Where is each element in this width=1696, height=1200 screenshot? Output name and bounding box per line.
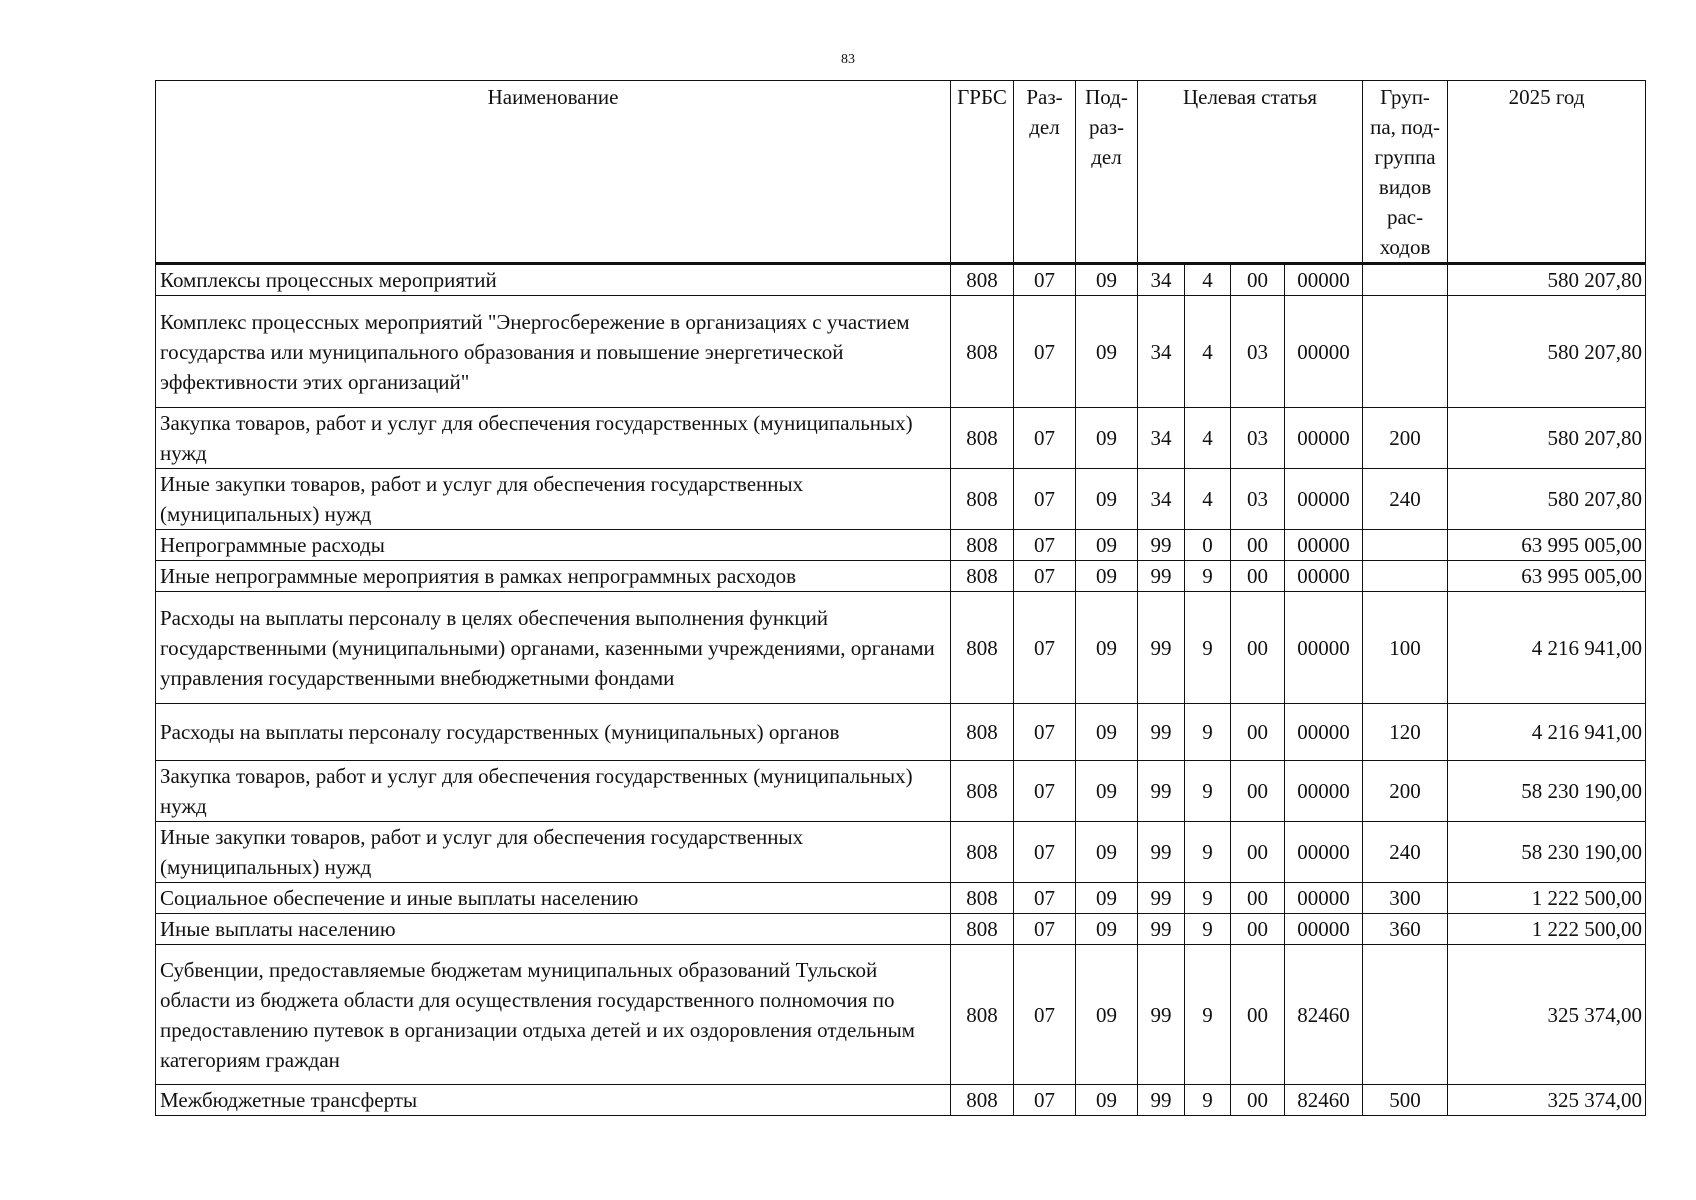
page-number: 83 bbox=[841, 52, 855, 67]
target-subprogram-cell: 00 bbox=[1231, 592, 1285, 704]
table-row bbox=[156, 264, 1646, 296]
razdel-cell: 07 bbox=[1014, 592, 1076, 704]
razdel-cell: 07 bbox=[1014, 296, 1076, 408]
row-name-cell: Социальное обеспечение и иные выплаты населению bbox=[156, 883, 951, 914]
target-type-cell: 4 bbox=[1185, 408, 1231, 469]
sum-2025-cell: 1 222 500,00 bbox=[1448, 914, 1646, 945]
header-name: Наименование bbox=[156, 81, 951, 264]
grbs-cell: 808 bbox=[951, 822, 1014, 883]
target-direction-cell: 00000 bbox=[1285, 296, 1363, 408]
grbs-cell: 808 bbox=[951, 264, 1014, 296]
podrazdel-cell: 09 bbox=[1076, 945, 1138, 1085]
sum-2025-cell: 325 374,00 bbox=[1448, 1085, 1646, 1116]
podrazdel-cell: 09 bbox=[1076, 1085, 1138, 1116]
table-row bbox=[156, 761, 1646, 822]
target-subprogram-cell: 00 bbox=[1231, 914, 1285, 945]
target-program-cell: 99 bbox=[1138, 914, 1185, 945]
target-subprogram-cell: 00 bbox=[1231, 561, 1285, 592]
table-row bbox=[156, 561, 1646, 592]
expense-group-cell bbox=[1363, 945, 1448, 1085]
target-direction-cell: 00000 bbox=[1285, 883, 1363, 914]
razdel-cell: 07 bbox=[1014, 408, 1076, 469]
row-name-cell: Иные непрограммные мероприятия в рамках непрограммных расходов bbox=[156, 561, 951, 592]
table-row bbox=[156, 822, 1646, 883]
target-subprogram-cell: 00 bbox=[1231, 822, 1285, 883]
target-type-cell: 9 bbox=[1185, 592, 1231, 704]
razdel-cell: 07 bbox=[1014, 1085, 1076, 1116]
grbs-cell: 808 bbox=[951, 704, 1014, 761]
target-program-cell: 34 bbox=[1138, 469, 1185, 530]
podrazdel-cell: 09 bbox=[1076, 761, 1138, 822]
target-direction-cell: 00000 bbox=[1285, 761, 1363, 822]
row-name-cell: Расходы на выплаты персоналу в целях обеспечения выполнения функций государственными (муниципальными) органами, казенными учреждениями, органами управления государственными внебюджетными фондами bbox=[156, 592, 951, 704]
target-subprogram-cell: 00 bbox=[1231, 883, 1285, 914]
grbs-cell: 808 bbox=[951, 592, 1014, 704]
target-type-cell: 9 bbox=[1185, 945, 1231, 1085]
expense-group-cell bbox=[1363, 561, 1448, 592]
target-program-cell: 99 bbox=[1138, 561, 1185, 592]
table-row bbox=[156, 530, 1646, 561]
razdel-cell: 07 bbox=[1014, 561, 1076, 592]
header-grbs: ГРБС bbox=[951, 81, 1014, 264]
target-type-cell: 9 bbox=[1185, 704, 1231, 761]
grbs-cell: 808 bbox=[951, 469, 1014, 530]
grbs-cell: 808 bbox=[951, 914, 1014, 945]
podrazdel-cell: 09 bbox=[1076, 408, 1138, 469]
grbs-cell: 808 bbox=[951, 408, 1014, 469]
expense-group-cell: 300 bbox=[1363, 883, 1448, 914]
grbs-cell: 808 bbox=[951, 296, 1014, 408]
expense-group-cell bbox=[1363, 296, 1448, 408]
expense-group-cell bbox=[1363, 264, 1448, 296]
expense-group-cell: 120 bbox=[1363, 704, 1448, 761]
grbs-cell: 808 bbox=[951, 530, 1014, 561]
target-program-cell: 99 bbox=[1138, 761, 1185, 822]
grbs-cell: 808 bbox=[951, 883, 1014, 914]
row-name-cell: Расходы на выплаты персоналу государственных (муниципальных) органов bbox=[156, 704, 951, 761]
expense-group-cell bbox=[1363, 530, 1448, 561]
target-subprogram-cell: 00 bbox=[1231, 761, 1285, 822]
target-direction-cell: 00000 bbox=[1285, 822, 1363, 883]
expense-group-cell: 240 bbox=[1363, 469, 1448, 530]
sum-2025-cell: 58 230 190,00 bbox=[1448, 761, 1646, 822]
target-type-cell: 0 bbox=[1185, 530, 1231, 561]
sum-2025-cell: 580 207,80 bbox=[1448, 296, 1646, 408]
target-program-cell: 99 bbox=[1138, 1085, 1185, 1116]
podrazdel-cell: 09 bbox=[1076, 704, 1138, 761]
target-direction-cell: 00000 bbox=[1285, 704, 1363, 761]
sum-2025-cell: 580 207,80 bbox=[1448, 408, 1646, 469]
razdel-cell: 07 bbox=[1014, 945, 1076, 1085]
target-direction-cell: 00000 bbox=[1285, 561, 1363, 592]
podrazdel-cell: 09 bbox=[1076, 264, 1138, 296]
table-row bbox=[156, 469, 1646, 530]
razdel-cell: 07 bbox=[1014, 469, 1076, 530]
target-subprogram-cell: 00 bbox=[1231, 1085, 1285, 1116]
razdel-cell: 07 bbox=[1014, 761, 1076, 822]
razdel-cell: 07 bbox=[1014, 822, 1076, 883]
sum-2025-cell: 580 207,80 bbox=[1448, 469, 1646, 530]
sum-2025-cell: 4 216 941,00 bbox=[1448, 704, 1646, 761]
target-direction-cell: 00000 bbox=[1285, 469, 1363, 530]
target-direction-cell: 00000 bbox=[1285, 914, 1363, 945]
razdel-cell: 07 bbox=[1014, 883, 1076, 914]
target-program-cell: 99 bbox=[1138, 883, 1185, 914]
target-subprogram-cell: 03 bbox=[1231, 296, 1285, 408]
target-program-cell: 34 bbox=[1138, 408, 1185, 469]
podrazdel-cell: 09 bbox=[1076, 296, 1138, 408]
row-name-cell: Закупка товаров, работ и услуг для обеспечения государственных (муниципальных) нужд bbox=[156, 761, 951, 822]
podrazdel-cell: 09 bbox=[1076, 561, 1138, 592]
podrazdel-cell: 09 bbox=[1076, 469, 1138, 530]
target-direction-cell: 00000 bbox=[1285, 408, 1363, 469]
grbs-cell: 808 bbox=[951, 1085, 1014, 1116]
table-row bbox=[156, 408, 1646, 469]
target-type-cell: 9 bbox=[1185, 822, 1231, 883]
target-program-cell: 99 bbox=[1138, 592, 1185, 704]
grbs-cell: 808 bbox=[951, 945, 1014, 1085]
row-name-cell: Комплекс процессных мероприятий "Энергосбережение в организациях с участием государства или муниципального образования и повышение энергетической эффективности этих организаций" bbox=[156, 296, 951, 408]
razdel-cell: 07 bbox=[1014, 704, 1076, 761]
expense-group-cell: 200 bbox=[1363, 761, 1448, 822]
target-type-cell: 9 bbox=[1185, 1085, 1231, 1116]
table-row bbox=[156, 704, 1646, 761]
target-program-cell: 34 bbox=[1138, 264, 1185, 296]
sum-2025-cell: 63 995 005,00 bbox=[1448, 561, 1646, 592]
header-podrazdel: Под- раз- дел bbox=[1076, 81, 1138, 264]
table-body bbox=[156, 264, 1646, 1116]
header-target-article: Целевая статья bbox=[1138, 81, 1363, 264]
row-name-cell: Иные закупки товаров, работ и услуг для обеспечения государственных (муниципальных) нужд bbox=[156, 469, 951, 530]
row-name-cell: Непрограммные расходы bbox=[156, 530, 951, 561]
expense-group-cell: 100 bbox=[1363, 592, 1448, 704]
target-program-cell: 99 bbox=[1138, 822, 1185, 883]
table-row bbox=[156, 883, 1646, 914]
table-row bbox=[156, 914, 1646, 945]
row-name-cell: Закупка товаров, работ и услуг для обеспечения государственных (муниципальных) нужд bbox=[156, 408, 951, 469]
row-name-cell: Субвенции, предоставляемые бюджетам муниципальных образований Тульской области из бюджета области для осуществления государственного полномочия по предоставлению путевок в организации отдыха детей и их оздоровления отдельным категориям граждан bbox=[156, 945, 951, 1085]
table-row bbox=[156, 945, 1646, 1085]
podrazdel-cell: 09 bbox=[1076, 822, 1138, 883]
target-program-cell: 34 bbox=[1138, 296, 1185, 408]
row-name-cell: Комплексы процессных мероприятий bbox=[156, 264, 951, 296]
podrazdel-cell: 09 bbox=[1076, 883, 1138, 914]
expense-group-cell: 200 bbox=[1363, 408, 1448, 469]
target-subprogram-cell: 00 bbox=[1231, 264, 1285, 296]
row-name-cell: Иные выплаты населению bbox=[156, 914, 951, 945]
row-name-cell: Межбюджетные трансферты bbox=[156, 1085, 951, 1116]
target-type-cell: 9 bbox=[1185, 914, 1231, 945]
target-type-cell: 9 bbox=[1185, 561, 1231, 592]
target-direction-cell: 82460 bbox=[1285, 945, 1363, 1085]
target-type-cell: 9 bbox=[1185, 883, 1231, 914]
expense-group-cell: 240 bbox=[1363, 822, 1448, 883]
target-type-cell: 4 bbox=[1185, 264, 1231, 296]
table-row bbox=[156, 1085, 1646, 1116]
target-type-cell: 9 bbox=[1185, 761, 1231, 822]
target-direction-cell: 00000 bbox=[1285, 264, 1363, 296]
target-direction-cell: 00000 bbox=[1285, 530, 1363, 561]
target-direction-cell: 82460 bbox=[1285, 1085, 1363, 1116]
target-subprogram-cell: 00 bbox=[1231, 530, 1285, 561]
podrazdel-cell: 09 bbox=[1076, 592, 1138, 704]
table-row bbox=[156, 296, 1646, 408]
target-subprogram-cell: 00 bbox=[1231, 945, 1285, 1085]
header-row bbox=[156, 81, 1646, 264]
expense-group-cell: 360 bbox=[1363, 914, 1448, 945]
target-program-cell: 99 bbox=[1138, 530, 1185, 561]
razdel-cell: 07 bbox=[1014, 914, 1076, 945]
sum-2025-cell: 4 216 941,00 bbox=[1448, 592, 1646, 704]
header-expense-group: Груп- па, под- группа видов рас- ходов bbox=[1363, 81, 1448, 264]
sum-2025-cell: 580 207,80 bbox=[1448, 264, 1646, 296]
grbs-cell: 808 bbox=[951, 761, 1014, 822]
target-program-cell: 99 bbox=[1138, 945, 1185, 1085]
podrazdel-cell: 09 bbox=[1076, 914, 1138, 945]
sum-2025-cell: 1 222 500,00 bbox=[1448, 883, 1646, 914]
table-row bbox=[156, 592, 1646, 704]
target-type-cell: 4 bbox=[1185, 296, 1231, 408]
grbs-cell: 808 bbox=[951, 561, 1014, 592]
expense-group-cell: 500 bbox=[1363, 1085, 1448, 1116]
row-name-cell: Иные закупки товаров, работ и услуг для обеспечения государственных (муниципальных) нужд bbox=[156, 822, 951, 883]
podrazdel-cell: 09 bbox=[1076, 530, 1138, 561]
razdel-cell: 07 bbox=[1014, 264, 1076, 296]
header-year-2025: 2025 год bbox=[1448, 81, 1646, 264]
target-subprogram-cell: 03 bbox=[1231, 469, 1285, 530]
target-direction-cell: 00000 bbox=[1285, 592, 1363, 704]
sum-2025-cell: 325 374,00 bbox=[1448, 945, 1646, 1085]
target-subprogram-cell: 00 bbox=[1231, 704, 1285, 761]
header-razdel: Раз- дел bbox=[1014, 81, 1076, 264]
sum-2025-cell: 58 230 190,00 bbox=[1448, 822, 1646, 883]
sum-2025-cell: 63 995 005,00 bbox=[1448, 530, 1646, 561]
budget-table bbox=[155, 80, 1646, 1116]
razdel-cell: 07 bbox=[1014, 530, 1076, 561]
target-subprogram-cell: 03 bbox=[1231, 408, 1285, 469]
target-type-cell: 4 bbox=[1185, 469, 1231, 530]
target-program-cell: 99 bbox=[1138, 704, 1185, 761]
